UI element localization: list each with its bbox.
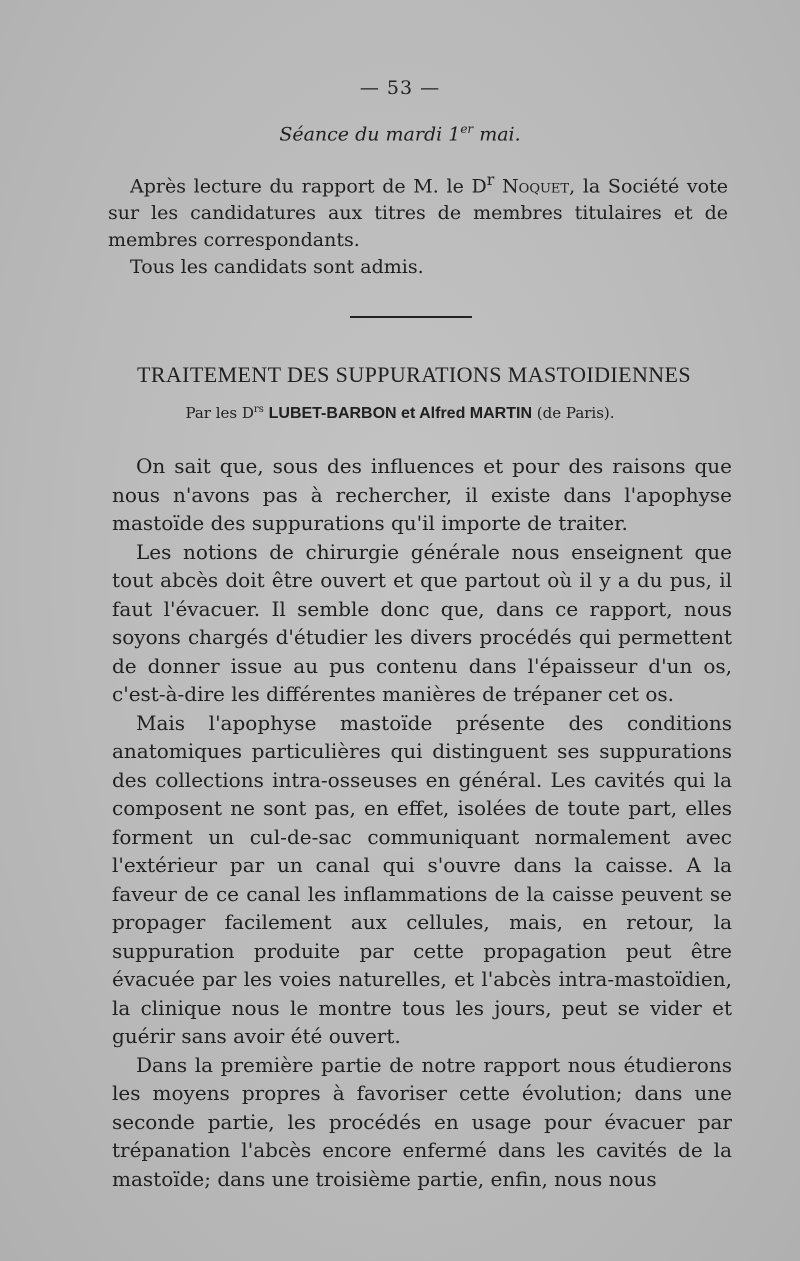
article-authors: [0, 404, 800, 423]
body-paragraph: Les notions de chirurgie générale nous enseignent que tout abcès doit être ouvert et que partout où il y a du pus, il faut l'évacuer. Il semble donc que, dans ce rapport, nous soyons chargés d'étudier les divers procédés qui permettent de donner issue au pus contenu dans l'épaisseur d'un os, c'est-à-dire les différentes manières de trépaner cet os.: [112, 539, 732, 706]
authors-origin: (de Paris).: [536, 404, 615, 422]
page-number: — 53 —: [359, 77, 441, 99]
article-title: TRAITEMENT DES SUPPURATIONS MASTOIDIENNES: [136, 362, 691, 387]
session-text: Après lecture du rapport de M. le D: [130, 175, 487, 198]
body-paragraph: Mais l'apophyse mastoïde présente des conditions anatomiques particulières qui distinguent ses suppurations des collections intra-osseuses en général. Les cavités qui la composent ne sont pas, en effet, isolées de toute part, elles forment un cul-de-sac communiquant normalement avec l'extérieur par un canal qui s'ouvre dans la caisse. A la faveur de ce canal les inflammations de la caisse peuvent se propager facilement aux cellules, mais, en retour, la suppuration produite par cette propagation peut être évacuée par les voies naturelles, et l'abcès intra-mastoïdien, la clinique nous le montre tous les jours, peut se vider et guérir sans avoir été ouvert.: [112, 710, 732, 1048]
article-body: [112, 452, 732, 1193]
rapporteur-name: Noquet: [502, 175, 570, 198]
session-heading-superscript: er: [460, 122, 474, 136]
body-paragraph: On sait que, sous des influences et pour des raisons que nous n'avons pas à rechercher, il existe dans l'apophyse mastoïde des suppurations qu'il importe de traiter.: [112, 454, 732, 535]
session-closing: Tous les candidats sont admis.: [130, 256, 424, 279]
session-heading-text: Séance du mardi 1: [279, 123, 461, 146]
doctor-abbrev-superscript: r: [486, 170, 495, 189]
session-minutes: [108, 166, 728, 281]
authors-prefix: Par les D: [185, 404, 254, 422]
section-divider: [350, 316, 472, 318]
session-paragraph: [108, 166, 728, 254]
authors-names: LUBET-BARBON et Alfred MARTIN: [268, 405, 533, 422]
session-text-end: , la Société vote sur les candidatures aux titres de membres titulaires et de membres correspondants.: [108, 175, 728, 252]
authors-superscript: rs: [253, 404, 264, 415]
body-paragraph: Dans la première partie de notre rapport nous étudierons les moyens propres à favoriser cette évolution; dans une seconde partie, les procédés en usage pour évacuer par trépanation l'abcès encore enfermé dans les cavités de la mastoïde; dans une troisième partie, enfin, nous nous: [112, 1052, 732, 1191]
session-heading: [0, 122, 800, 145]
session-heading-text-end: mai.: [473, 123, 521, 146]
